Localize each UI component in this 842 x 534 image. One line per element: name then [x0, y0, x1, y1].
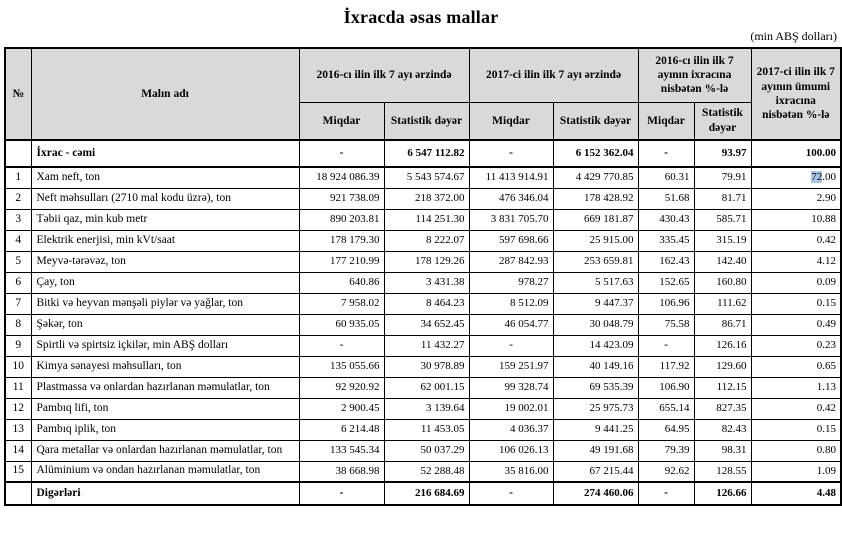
- cell-product: Plastmassa və onlardan hazırlanan məmulatlar, ton: [31, 377, 299, 398]
- header-qty-pct: Miqdar: [638, 102, 694, 140]
- cell-pct-value: 82.43: [694, 419, 751, 440]
- cell-share: 1.09: [751, 461, 841, 482]
- cell-2016-qty: -: [299, 140, 384, 167]
- cell-2016-qty: -: [299, 482, 384, 505]
- header-product: Malın adı: [31, 48, 299, 140]
- cell-product: İxrac - cəmi: [31, 140, 299, 167]
- table-row: [5, 440, 841, 461]
- cell-no: 12: [5, 398, 31, 419]
- cell-pct-value: 93.97: [694, 140, 751, 167]
- cell-pct-value: 128.55: [694, 461, 751, 482]
- cell-pct-value: 827.35: [694, 398, 751, 419]
- cell-2017-value: 253 659.81: [553, 251, 638, 272]
- cell-pct-qty: 106.90: [638, 377, 694, 398]
- cell-pct-qty: 655.14: [638, 398, 694, 419]
- cell-share: 0.09: [751, 272, 841, 293]
- table-row: [5, 419, 841, 440]
- header-group-2016: 2016-cı ilin ilk 7 ayı ərzində: [299, 48, 469, 102]
- cell-2016-value: 52 288.48: [384, 461, 469, 482]
- table-row: [5, 209, 841, 230]
- header-qty-2017: Miqdar: [469, 102, 553, 140]
- cell-2016-qty: 921 738.09: [299, 188, 384, 209]
- cell-no: 14: [5, 440, 31, 461]
- cell-no: 3: [5, 209, 31, 230]
- cell-pct-value: 126.66: [694, 482, 751, 505]
- header-share-2017: 2017-ci ilin ilk 7 ayının ümumi ixracına nisbətən %-lə: [751, 48, 841, 140]
- cell-2016-qty: 890 203.81: [299, 209, 384, 230]
- table-row: [5, 482, 841, 505]
- cell-2017-qty: 597 698.66: [469, 230, 553, 251]
- cell-2017-qty: 3 831 705.70: [469, 209, 553, 230]
- cell-2017-value: 49 191.68: [553, 440, 638, 461]
- cell-2016-qty: 2 900.45: [299, 398, 384, 419]
- table-header: [5, 48, 841, 140]
- cell-product: Alüminium və ondan hazırlanan məmulatlar, ton: [31, 461, 299, 482]
- table-row: [5, 251, 841, 272]
- cell-pct-qty: -: [638, 335, 694, 356]
- cell-no: 5: [5, 251, 31, 272]
- table-row: [5, 377, 841, 398]
- cell-2016-value: 62 001.15: [384, 377, 469, 398]
- table-row: [5, 356, 841, 377]
- cell-2017-qty: 4 036.37: [469, 419, 553, 440]
- cell-2017-qty: 476 346.04: [469, 188, 553, 209]
- cell-pct-value: 129.60: [694, 356, 751, 377]
- cell-2016-value: 178 129.26: [384, 251, 469, 272]
- cell-2016-value: 34 652.45: [384, 314, 469, 335]
- header-group-row: [5, 48, 841, 102]
- header-group-pct-2016: 2016-cı ilin ilk 7 ayının ixracına nisbətən %-lə: [638, 48, 751, 102]
- cell-2017-value: 9 441.25: [553, 419, 638, 440]
- cell-2016-qty: 38 668.98: [299, 461, 384, 482]
- table-row: [5, 188, 841, 209]
- cell-2017-value: 178 428.92: [553, 188, 638, 209]
- cell-2017-qty: 287 842.93: [469, 251, 553, 272]
- cell-pct-value: 126.16: [694, 335, 751, 356]
- cell-2017-qty: 99 328.74: [469, 377, 553, 398]
- cell-product: Bitki və heyvan mənşəli piylər və yağlar, ton: [31, 293, 299, 314]
- cell-2016-value: 50 037.29: [384, 440, 469, 461]
- cell-pct-qty: 92.62: [638, 461, 694, 482]
- cell-product: Meyvə-tərəvəz, ton: [31, 251, 299, 272]
- cell-share: 72.00: [751, 167, 841, 188]
- cell-product: Xam neft, ton: [31, 167, 299, 188]
- cell-share: 10.88: [751, 209, 841, 230]
- cell-2016-value: 3 431.38: [384, 272, 469, 293]
- table-row: [5, 272, 841, 293]
- cell-2017-value: 25 915.00: [553, 230, 638, 251]
- cell-product: Spirtli və spirtsiz içkilər, min ABŞ dolları: [31, 335, 299, 356]
- cell-2017-qty: -: [469, 335, 553, 356]
- cell-pct-value: 160.80: [694, 272, 751, 293]
- document-page: [0, 7, 842, 506]
- cell-2016-value: 3 139.64: [384, 398, 469, 419]
- cell-share: 0.23: [751, 335, 841, 356]
- cell-2017-value: 274 460.06: [553, 482, 638, 505]
- cell-pct-value: 81.71: [694, 188, 751, 209]
- cell-pct-value: 585.71: [694, 209, 751, 230]
- cell-product: Neft məhsulları (2710 mal kodu üzrə), ton: [31, 188, 299, 209]
- cell-product: Təbii qaz, min kub metr: [31, 209, 299, 230]
- cell-pct-qty: 335.45: [638, 230, 694, 251]
- cell-2017-qty: 106 026.13: [469, 440, 553, 461]
- cell-pct-value: 86.71: [694, 314, 751, 335]
- cell-pct-value: 112.15: [694, 377, 751, 398]
- cell-product: Digərləri: [31, 482, 299, 505]
- cell-2017-qty: 19 002.01: [469, 398, 553, 419]
- cell-product: Kimya sənayesi məhsulları, ton: [31, 356, 299, 377]
- cell-share: 0.15: [751, 419, 841, 440]
- header-group-2017: 2017-ci ilin ilk 7 ayı ərzində: [469, 48, 638, 102]
- cell-2016-value: 5 543 574.67: [384, 167, 469, 188]
- cell-pct-value: 79.91: [694, 167, 751, 188]
- cell-2017-value: 5 517.63: [553, 272, 638, 293]
- cell-2017-value: 69 535.39: [553, 377, 638, 398]
- cell-2016-qty: 178 179.30: [299, 230, 384, 251]
- cell-2017-qty: 11 413 914.91: [469, 167, 553, 188]
- cell-2017-value: 67 215.44: [553, 461, 638, 482]
- cell-share: 0.49: [751, 314, 841, 335]
- cell-no: 13: [5, 419, 31, 440]
- cell-2016-qty: 18 924 086.39: [299, 167, 384, 188]
- cell-2016-qty: 135 055.66: [299, 356, 384, 377]
- cell-share: 4.12: [751, 251, 841, 272]
- cell-2017-value: 4 429 770.85: [553, 167, 638, 188]
- cell-share: 0.15: [751, 293, 841, 314]
- table-row: [5, 140, 841, 167]
- cell-2016-value: 218 372.00: [384, 188, 469, 209]
- cell-product: Qara metallar və onlardan hazırlanan məmulatlar, ton: [31, 440, 299, 461]
- cell-2017-qty: 159 251.97: [469, 356, 553, 377]
- cell-no: 8: [5, 314, 31, 335]
- cell-2016-qty: 6 214.48: [299, 419, 384, 440]
- cell-no: 11: [5, 377, 31, 398]
- table-row: [5, 293, 841, 314]
- cell-share: 0.42: [751, 398, 841, 419]
- cell-no: 4: [5, 230, 31, 251]
- cell-pct-qty: 106.96: [638, 293, 694, 314]
- cell-share: 2.90: [751, 188, 841, 209]
- cell-2016-qty: 640.86: [299, 272, 384, 293]
- cell-2016-value: 8 222.07: [384, 230, 469, 251]
- cell-no: 15: [5, 461, 31, 482]
- table-row: [5, 335, 841, 356]
- table-row: [5, 314, 841, 335]
- cell-product: Elektrik enerjisi, min kVt/saat: [31, 230, 299, 251]
- cell-pct-qty: 79.39: [638, 440, 694, 461]
- cell-pct-value: 315.19: [694, 230, 751, 251]
- cell-2017-qty: 8 512.09: [469, 293, 553, 314]
- cell-pct-qty: 430.43: [638, 209, 694, 230]
- table-row: [5, 398, 841, 419]
- cell-2017-value: 14 423.09: [553, 335, 638, 356]
- cell-2017-value: 6 152 362.04: [553, 140, 638, 167]
- header-qty-2016: Miqdar: [299, 102, 384, 140]
- cell-2017-value: 25 975.73: [553, 398, 638, 419]
- cell-pct-value: 98.31: [694, 440, 751, 461]
- header-value-2016: Statistik dəyər: [384, 102, 469, 140]
- cell-product: Pambıq iplik, ton: [31, 419, 299, 440]
- cell-product: Şəkər, ton: [31, 314, 299, 335]
- header-value-2017: Statistik dəyər: [553, 102, 638, 140]
- cell-no: 10: [5, 356, 31, 377]
- cell-share: 0.65: [751, 356, 841, 377]
- cell-share: 1.13: [751, 377, 841, 398]
- unit-note: (min ABŞ dolları): [750, 29, 837, 43]
- table-row: [5, 167, 841, 188]
- cell-2016-qty: 7 958.02: [299, 293, 384, 314]
- cell-2017-qty: 46 054.77: [469, 314, 553, 335]
- cell-2017-value: 30 048.79: [553, 314, 638, 335]
- cell-no: [5, 482, 31, 505]
- cell-no: [5, 140, 31, 167]
- cell-pct-qty: 162.43: [638, 251, 694, 272]
- cell-2016-value: 6 547 112.82: [384, 140, 469, 167]
- text-selection: 72: [811, 171, 823, 184]
- cell-2016-value: 11 453.05: [384, 419, 469, 440]
- cell-2016-value: 114 251.30: [384, 209, 469, 230]
- cell-pct-qty: 60.31: [638, 167, 694, 188]
- header-no: №: [5, 48, 31, 140]
- cell-2016-value: 216 684.69: [384, 482, 469, 505]
- cell-2016-qty: 92 920.92: [299, 377, 384, 398]
- cell-2017-qty: -: [469, 140, 553, 167]
- cell-2016-qty: 177 210.99: [299, 251, 384, 272]
- cell-2017-value: 9 447.37: [553, 293, 638, 314]
- cell-no: 9: [5, 335, 31, 356]
- cell-share: 100.00: [751, 140, 841, 167]
- cell-product: Çay, ton: [31, 272, 299, 293]
- cell-share: 4.48: [751, 482, 841, 505]
- cell-2016-qty: 60 935.05: [299, 314, 384, 335]
- table-body: [5, 140, 841, 505]
- cell-pct-qty: 64.95: [638, 419, 694, 440]
- cell-2016-value: 11 432.27: [384, 335, 469, 356]
- exports-table: [4, 47, 842, 506]
- cell-product: Pambıq lifi, ton: [31, 398, 299, 419]
- cell-2016-value: 30 978.89: [384, 356, 469, 377]
- header-value-pct: Statistik dəyər: [694, 102, 751, 140]
- cell-share: 0.42: [751, 230, 841, 251]
- cell-pct-qty: -: [638, 482, 694, 505]
- cell-pct-qty: 117.92: [638, 356, 694, 377]
- cell-no: 7: [5, 293, 31, 314]
- cell-no: 1: [5, 167, 31, 188]
- cell-pct-qty: -: [638, 140, 694, 167]
- cell-pct-value: 142.40: [694, 251, 751, 272]
- cell-pct-qty: 51.68: [638, 188, 694, 209]
- table-row: [5, 230, 841, 251]
- cell-pct-qty: 152.65: [638, 272, 694, 293]
- cell-pct-qty: 75.58: [638, 314, 694, 335]
- cell-2017-qty: 35 816.00: [469, 461, 553, 482]
- cell-pct-value: 111.62: [694, 293, 751, 314]
- cell-2017-value: 669 181.87: [553, 209, 638, 230]
- cell-share: 0.80: [751, 440, 841, 461]
- cell-2017-qty: 978.27: [469, 272, 553, 293]
- table-row: [5, 461, 841, 482]
- cell-no: 2: [5, 188, 31, 209]
- page-title: İxracda əsas mallar: [343, 7, 499, 27]
- cell-no: 6: [5, 272, 31, 293]
- cell-2016-value: 8 464.23: [384, 293, 469, 314]
- cell-2017-value: 40 149.16: [553, 356, 638, 377]
- cell-2016-qty: 133 545.34: [299, 440, 384, 461]
- cell-2017-qty: -: [469, 482, 553, 505]
- cell-2016-qty: -: [299, 335, 384, 356]
